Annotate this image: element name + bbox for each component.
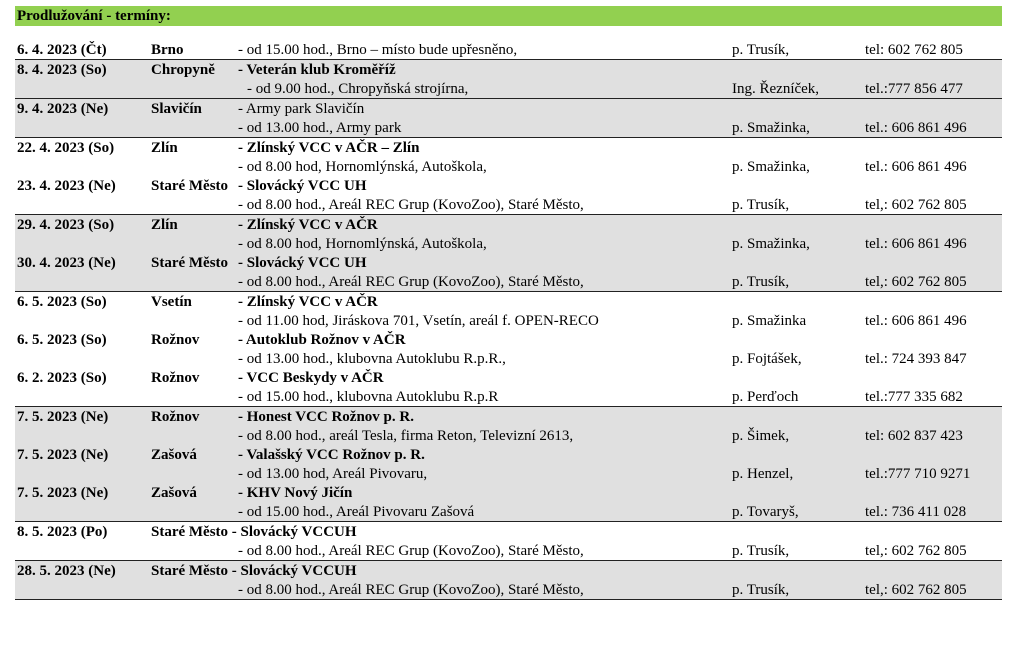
event-details: - od 8.00 hod., areál Tesla, firma Reton, Televizní 2613, xyxy=(238,428,574,444)
schedule-row xyxy=(15,195,1002,214)
schedule-row xyxy=(15,311,1002,330)
schedule-row xyxy=(15,118,1002,137)
schedule-row xyxy=(15,407,1002,426)
schedule-row xyxy=(15,138,1002,157)
event-details: - od 8.00 hod., Areál REC Grup (KovoZoo), Staré Město, xyxy=(238,274,584,290)
event-club: - Honest VCC Rožnov p. R. xyxy=(238,409,414,425)
contact-phone: tel,: 602 762 805 xyxy=(865,582,967,598)
event-club: - Zlínský VCC v AČR xyxy=(238,217,378,233)
event-city: Rožnov xyxy=(151,409,200,425)
contact-person: p. Šimek, xyxy=(732,428,790,444)
event-club: - Zlínský VCC v AČR – Zlín xyxy=(238,140,420,156)
event-city: Staré Město xyxy=(151,255,229,271)
event-city: Rožnov xyxy=(151,332,200,348)
contact-person: p. Trusík, xyxy=(732,274,790,290)
contact-phone: tel.:777 856 477 xyxy=(865,81,963,97)
event-city: Zlín xyxy=(151,217,178,233)
schedule-row xyxy=(15,234,1002,253)
event-club: - Valašský VCC Rožnov p. R. xyxy=(238,447,425,463)
event-date: 6. 4. 2023 (Čt) xyxy=(17,42,107,58)
event-details: - od 8.00 hod, Hornomlýnská, Autoškola, xyxy=(238,159,487,175)
event-details: - od 9.00 hod., Chropyňská strojírna, xyxy=(247,81,469,97)
schedule-table xyxy=(15,40,1002,600)
event-club: - KHV Nový Jičín xyxy=(238,485,353,501)
contact-person: p. Smažinka, xyxy=(732,120,810,136)
schedule-group xyxy=(15,99,1002,138)
schedule-group xyxy=(15,522,1002,561)
event-club: - Slovácký VCC UH xyxy=(238,178,367,194)
schedule-row xyxy=(15,541,1002,560)
event-details: - Army park Slavičín xyxy=(238,101,365,117)
schedule-row xyxy=(15,40,1002,59)
contact-person: Ing. Řezníček, xyxy=(732,81,820,97)
event-date: 22. 4. 2023 (So) xyxy=(17,140,115,156)
contact-phone: tel.:777 710 9271 xyxy=(865,466,971,482)
schedule-row xyxy=(15,79,1002,98)
event-city: Vsetín xyxy=(151,294,192,310)
contact-phone: tel.: 736 411 028 xyxy=(865,504,967,520)
contact-person: p. Trusík, xyxy=(732,42,790,58)
contact-phone: tel.: 724 393 847 xyxy=(865,351,967,367)
event-date: 8. 5. 2023 (Po) xyxy=(17,524,108,540)
schedule-row xyxy=(15,99,1002,118)
event-details: - od 13.00 hod., klubovna Autoklubu R.p.R., xyxy=(238,351,506,367)
schedule-group xyxy=(15,40,1002,60)
schedule-group xyxy=(15,292,1002,407)
event-city: Zlín xyxy=(151,140,178,156)
contact-phone: tel.: 606 861 496 xyxy=(865,313,967,329)
schedule-row xyxy=(15,483,1002,502)
event-details: - od 8.00 hod., Areál REC Grup (KovoZoo), Staré Město, xyxy=(238,582,584,598)
contact-person: p. Trusík, xyxy=(732,197,790,213)
event-date: 30. 4. 2023 (Ne) xyxy=(17,255,116,271)
contact-phone: tel.: 606 861 496 xyxy=(865,120,967,136)
event-details: - od 11.00 hod, Jiráskova 701, Vsetín, areál f. OPEN-RECO xyxy=(238,313,599,329)
schedule-row xyxy=(15,349,1002,368)
event-city-club: Staré Město - Slovácký VCCUH xyxy=(151,563,357,579)
contact-person: p. Smažinka xyxy=(732,313,807,329)
schedule-row xyxy=(15,387,1002,406)
event-details: - od 8.00 hod, Hornomlýnská, Autoškola, xyxy=(238,236,487,252)
schedule-row xyxy=(15,253,1002,272)
event-date: 7. 5. 2023 (Ne) xyxy=(17,485,109,501)
event-date: 9. 4. 2023 (Ne) xyxy=(17,101,109,117)
event-city: Slavičín xyxy=(151,101,202,117)
event-date: 7. 5. 2023 (Ne) xyxy=(17,409,109,425)
contact-person: p. Smažinka, xyxy=(732,236,810,252)
event-details: - od 13.00 hod, Areál Pivovaru, xyxy=(238,466,428,482)
event-city: Chropyně xyxy=(151,62,215,78)
contact-person: p. Perďoch xyxy=(732,389,799,405)
event-details: - od 15.00 hod., Brno – místo bude upřesněno, xyxy=(238,42,518,58)
event-club: - VCC Beskydy v AČR xyxy=(238,370,384,386)
event-date: 29. 4. 2023 (So) xyxy=(17,217,115,233)
contact-phone: tel.: 606 861 496 xyxy=(865,236,967,252)
event-club: - Veterán klub Kroměříž xyxy=(238,62,396,78)
event-details: - od 15.00 hod., klubovna Autoklubu R.p.R xyxy=(238,389,499,405)
schedule-group xyxy=(15,138,1002,215)
contact-person: p. Smažinka, xyxy=(732,159,810,175)
schedule-row xyxy=(15,522,1002,541)
contact-phone: tel: 602 837 423 xyxy=(865,428,963,444)
event-details: - od 8.00 hod., Areál REC Grup (KovoZoo), Staré Město, xyxy=(238,543,584,559)
event-club: - Slovácký VCC UH xyxy=(238,255,367,271)
contact-phone: tel,: 602 762 805 xyxy=(865,274,967,290)
schedule-row xyxy=(15,464,1002,483)
event-date: 23. 4. 2023 (Ne) xyxy=(17,178,116,194)
schedule-row xyxy=(15,502,1002,521)
schedule-group xyxy=(15,215,1002,292)
event-details: - od 13.00 hod., Army park xyxy=(238,120,402,136)
event-date: 6. 5. 2023 (So) xyxy=(17,294,107,310)
schedule-row xyxy=(15,215,1002,234)
schedule-row xyxy=(15,368,1002,387)
contact-phone: tel.: 606 861 496 xyxy=(865,159,967,175)
contact-person: p. Tovaryš, xyxy=(732,504,799,520)
contact-person: p. Henzel, xyxy=(732,466,794,482)
event-city-club: Staré Město - Slovácký VCCUH xyxy=(151,524,357,540)
event-city: Brno xyxy=(151,42,184,58)
event-date: 7. 5. 2023 (Ne) xyxy=(17,447,109,463)
event-details: - od 8.00 hod., Areál REC Grup (KovoZoo), Staré Město, xyxy=(238,197,584,213)
schedule-row xyxy=(15,157,1002,176)
schedule-row xyxy=(15,272,1002,291)
schedule-row xyxy=(15,60,1002,79)
schedule-row xyxy=(15,292,1002,311)
contact-phone: tel,: 602 762 805 xyxy=(865,197,967,213)
event-club: - Autoklub Rožnov v AČR xyxy=(238,332,406,348)
schedule-row xyxy=(15,561,1002,580)
event-club: - Zlínský VCC v AČR xyxy=(238,294,378,310)
event-details: - od 15.00 hod., Areál Pivovaru Zašová xyxy=(238,504,475,520)
event-city: Zašová xyxy=(151,447,197,463)
event-date: 28. 5. 2023 (Ne) xyxy=(17,563,116,579)
schedule-group xyxy=(15,60,1002,99)
event-date: 6. 5. 2023 (So) xyxy=(17,332,107,348)
event-city: Rožnov xyxy=(151,370,200,386)
schedule-group xyxy=(15,407,1002,522)
contact-person: p. Fojtášek, xyxy=(732,351,802,367)
schedule-row xyxy=(15,445,1002,464)
contact-phone: tel,: 602 762 805 xyxy=(865,543,967,559)
schedule-heading: Prodlužování - termíny: xyxy=(15,6,1002,26)
contact-phone: tel.:777 335 682 xyxy=(865,389,963,405)
event-date: 8. 4. 2023 (So) xyxy=(17,62,107,78)
schedule-group xyxy=(15,561,1002,600)
schedule-row xyxy=(15,176,1002,195)
contact-person: p. Trusík, xyxy=(732,582,790,598)
schedule-row xyxy=(15,580,1002,599)
event-city: Zašová xyxy=(151,485,197,501)
contact-person: p. Trusík, xyxy=(732,543,790,559)
event-date: 6. 2. 2023 (So) xyxy=(17,370,107,386)
contact-phone: tel: 602 762 805 xyxy=(865,42,963,58)
event-city: Staré Město xyxy=(151,178,229,194)
schedule-row xyxy=(15,330,1002,349)
schedule-row xyxy=(15,426,1002,445)
